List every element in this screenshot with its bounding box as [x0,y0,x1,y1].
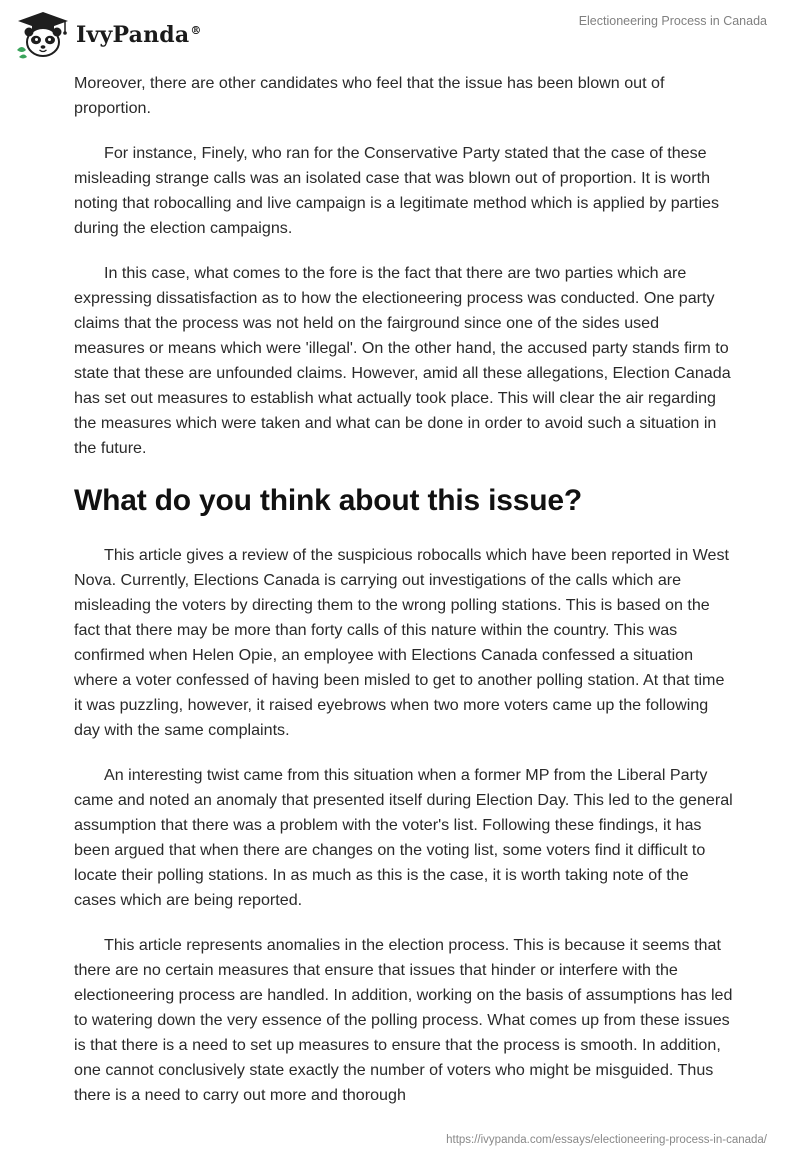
paragraph: This article gives a review of the suspicious robocalls which have been reported in West Nova. Currently, Elections Canada is carrying out investigations of the calls which are misleading the voters by directing them to the wrong polling stations. This is based on the fact that there may be more than forty calls of this nature within the country. This was confirmed when Helen Opie, an employee with Elections Canada confessed a situation where a voter confessed of having been misled to get to another polling station. At that time it was puzzling, however, it raised eyebrows when two more voters came up the following day with the same complaints. [74,546,729,739]
paragraph: In this case, what comes to the fore is the fact that there are two parties which are expressing dissatisfaction as to how the electioneering process was conducted. One party claims that the process was not held on the fairground since one of the sides used measures or means which were 'illegal'. On the other hand, the accused party stands firm to state that these are unfounded claims. However, amid all these allegations, Election Canada has set out measures to establish what actually took place. This will clear the air regarding the measures which were taken and what can be done in order to avoid such a situation in the future. [74,264,731,457]
panda-graduate-icon [14,10,72,60]
ivypanda-logo[interactable] [14,8,202,62]
essay-content [74,71,734,1128]
source-url-link[interactable]: https://ivypanda.com/essays/electioneering-process-in-canada/ [446,1134,767,1146]
paragraph: For instance, Finely, who ran for the Conservative Party stated that the case of these misleading strange calls was an isolated case that was blown out of proportion. It is worth noting that robocalling and live campaign is a legitimate method which is applied by parties during the election campaigns. [74,144,720,237]
brand-name-text: IvyPanda [76,22,190,48]
page-header [0,0,800,70]
paragraph: Moreover, there are other candidates who feel that the issue has been blown out of proportion. [74,74,665,117]
paragraph: An interesting twist came from this situation when a former MP from the Liberal Party came and noted an anomaly that presented itself during Election Day. This led to the general assumption that there was a problem with the voter's list. Following these findings, it has been argued that when there are changes on the voting list, some voters find it difficult to locate their polling stations. In as much as this is the case, it is worth taking note of the cases which are being reported. [74,766,733,909]
document-title: Electioneering Process in Canada [578,14,767,28]
paragraph: This article represents anomalies in the election process. This is because it seems that there are no certain measures that ensure that issues that hinder or interfere with the electioneering process are handled. In addition, working on the basis of assumptions has led to watering down the very essence of the polling process. What comes up from these issues is that there is a need to set up measures to ensure that the process is smooth. In addition, one cannot conclusively state exactly the number of voters who might be misguided. Thus there is a need to carry out more and thorough [74,936,733,1104]
section-heading: What do you think about this issue? [74,484,582,517]
registered-mark: ® [190,23,202,37]
brand-name [76,22,202,48]
